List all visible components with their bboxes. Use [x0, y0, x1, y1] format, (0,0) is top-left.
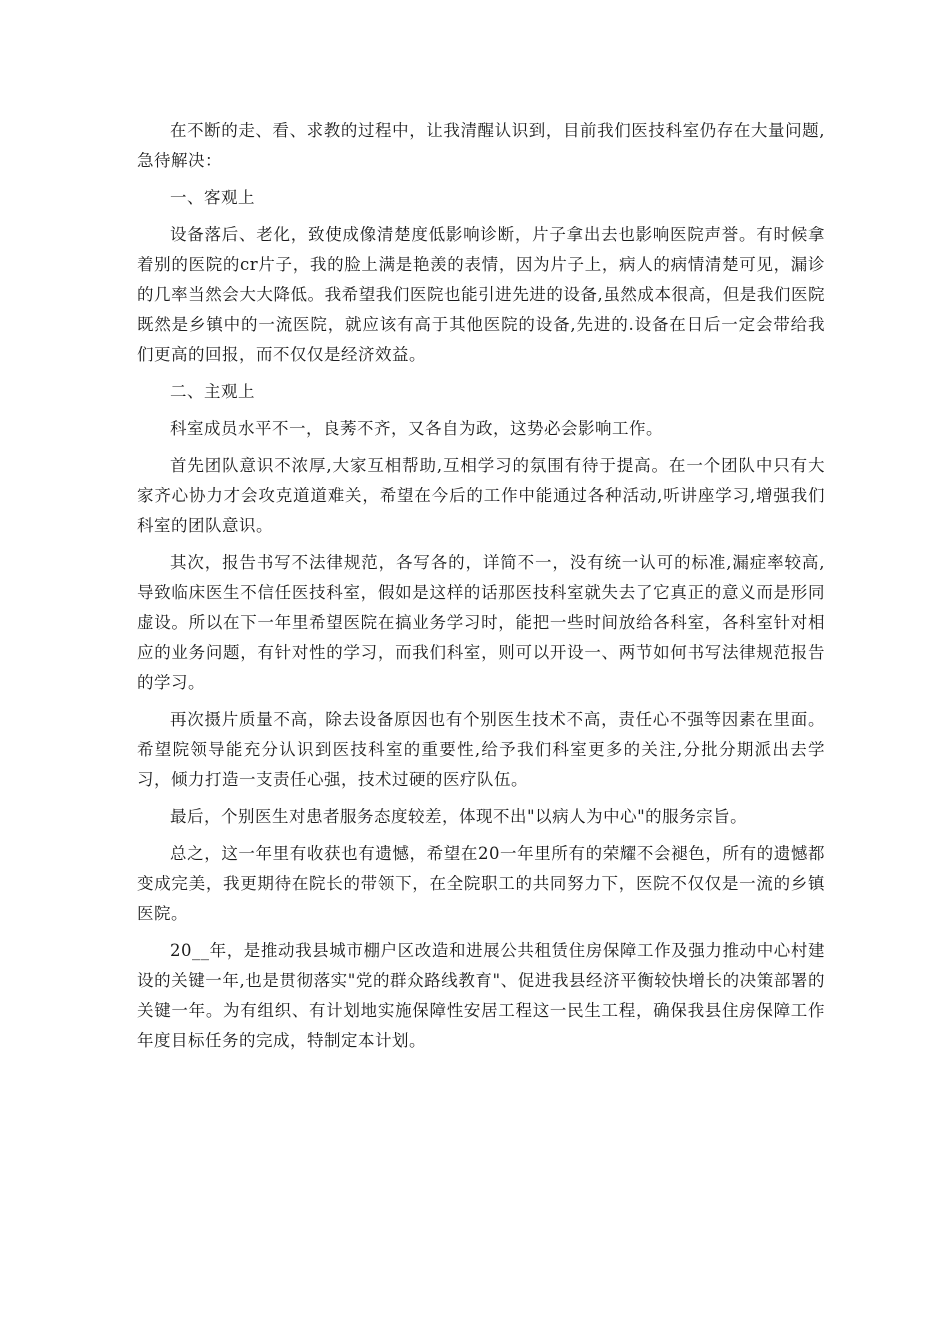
paragraph-intro: 在不断的走、看、求教的过程中，让我清醒认识到，目前我们医技科室仍存在大量问题,急待解决：: [137, 121, 825, 170]
paragraph-film-quality: 再次摄片质量不高，除去设备原因也有个别医生技术不高，责任心不强等因素在里面。希望院领导能充分认识到医技科室的重要性,给予我们科室更多的关注,分批分期派出去学习，倾力打造一支责任心强，技术过硬的医疗队伍。: [137, 710, 825, 789]
paragraph-teamwork: 首先团队意识不浓厚,大家互相帮助,互相学习的氛围有待于提高。在一个团队中只有大家齐心协力才会攻克道道难关，希望在今后的工作中能通过各种活动,听讲座学习,增强我们科室的团队意识。: [137, 456, 825, 535]
paragraph-service-attitude: 最后，个别医生对患者服务态度较差，体现不出"以病人为中心"的服务宗旨。: [170, 807, 748, 826]
paragraph-report-writing: 其次，报告书写不法律规范，各写各的，详简不一，没有统一认可的标准,漏症率较高,导致临床医生不信任医技科室，假如是这样的话那医技科室就失去了它真正的意义而是形同虚设。所以在下一年里希望医院在搞业务学习时，能把一些时间放给各科室，各科室针对相应的业务问题，有针对性的学习，而我们科室，则可以开设一、两节如何书写法律规范报告的学习。: [137, 553, 825, 692]
paragraph-equipment: 设备落后、老化，致使成像清楚度低影响诊断，片子拿出去也影响医院声誉。有时候拿着别的医院的cr片子，我的脸上满是艳羡的表情，因为片子上，病人的病情清楚可见，漏诊的几率当然会大大降低。我希望我们医院也能引进先进的设备,虽然成本很高，但是我们医院既然是乡镇中的一流医院，就应该有高于其他医院的设备,先进的.设备在日后一定会带给我们更高的回报，而不仅仅是经济效益。: [137, 225, 825, 364]
paragraph-summary: 总之，这一年里有收获也有遗憾，希望在20一年里所有的荣耀不会褪色，所有的遗憾都变成完美，我更期待在院长的带领下，在全院职工的共同努力下，医院不仅仅是一流的乡镇医院。: [137, 844, 825, 923]
heading-subjective: 二、主观上: [170, 382, 255, 401]
heading-objective: 一、客观上: [170, 188, 255, 207]
paragraph-staff-level: 科室成员水平不一，良莠不齐，又各自为政，这势必会影响工作。: [170, 419, 663, 438]
paragraph-housing-plan: 20__年，是推动我县城市棚户区改造和进展公共租赁住房保障工作及强力推动中心村建设的关键一年,也是贯彻落实"党的群众路线教育"、促进我县经济平衡较快增长的决策部署的关键一年。为有组织、有计划地实施保障性安居工程这一民生工程，确保我县住房保障工作年度目标任务的完成，特制定本计划。: [137, 941, 825, 1050]
document-body: [137, 116, 825, 1063]
